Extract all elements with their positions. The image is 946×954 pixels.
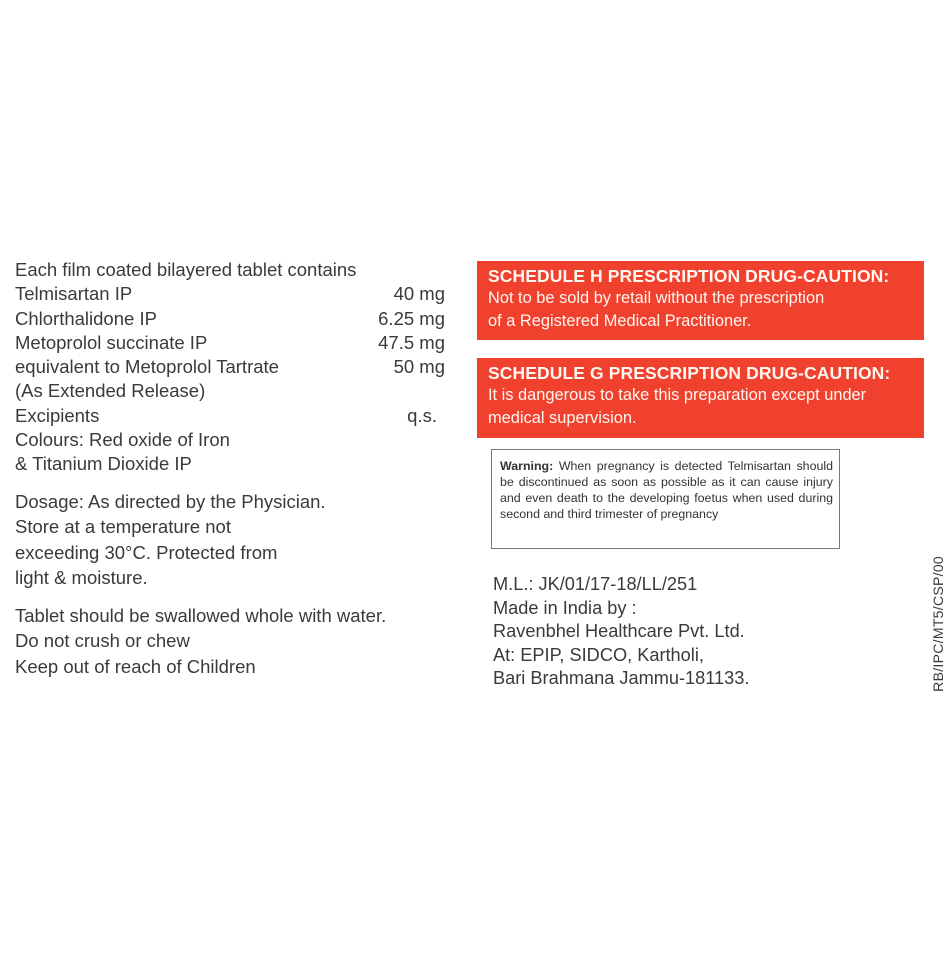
composition-heading: Each film coated bilayered tablet contains (15, 259, 357, 280)
colours-line-2: & Titanium Dioxide IP (15, 453, 192, 475)
ingredient-row (15, 282, 455, 306)
schedule-h-caution-box (477, 261, 924, 340)
schedule-h-heading: SCHEDULE H PRESCRIPTION DRUG-CAUTION: (488, 266, 890, 286)
warning-text: When pregnancy is detected Telmisartan should be discontinued as soon as possible as it can cause injury and even death to the developing foetus when used during second and third trimester of pregnancy (500, 459, 833, 521)
ingredient-amount: 47.5 mg (378, 331, 445, 353)
ingredient-row (15, 355, 455, 379)
side-print-code: RB/IPC/MT5/CSP/00 (930, 556, 946, 692)
schedule-h-line-1: Not to be sold by retail without the prescription (488, 289, 825, 307)
manufacturer-block (493, 573, 749, 691)
schedule-g-heading: SCHEDULE G PRESCRIPTION DRUG-CAUTION: (488, 363, 891, 383)
schedule-g-line-1: It is dangerous to take this preparation except under (488, 386, 867, 404)
excipients-name: Excipients (15, 404, 100, 426)
ingredient-row (15, 331, 455, 355)
ingredient-amount: 40 mg (393, 283, 445, 305)
colours-line-1: Colours: Red oxide of Iron (15, 429, 230, 451)
storage-line-2: exceeding 30°C. Protected from (15, 541, 278, 563)
composition-panel (15, 258, 455, 679)
excipients-amount: q.s. (407, 404, 437, 426)
pregnancy-warning-box (491, 449, 840, 549)
handling-line-3: Keep out of reach of Children (15, 655, 256, 677)
excipients-row (15, 404, 455, 428)
warning-label: Warning: (500, 459, 554, 473)
release-note: (As Extended Release) (15, 380, 206, 402)
handling-block (15, 603, 455, 680)
handling-line-2: Do not crush or chew (15, 630, 190, 652)
ingredient-name: Metoprolol succinate IP (15, 331, 208, 353)
ingredient-name: Chlorthalidone IP (15, 307, 157, 329)
handling-line-1: Tablet should be swallowed whole with water. (15, 604, 387, 626)
schedule-g-line-2: medical supervision. (488, 408, 637, 427)
ingredient-name: equivalent to Metoprolol Tartrate (15, 356, 279, 378)
schedule-g-caution-box (477, 358, 924, 438)
storage-block (15, 514, 455, 591)
schedule-h-line-2: of a Registered Medical Practitioner. (488, 311, 752, 330)
storage-line-1: Store at a temperature not (15, 516, 231, 538)
ingredient-row (15, 307, 455, 331)
made-in-text: Made in India by : (493, 597, 637, 618)
license-number: M.L.: JK/01/17-18/LL/251 (493, 574, 698, 594)
storage-line-3: light & moisture. (15, 567, 148, 589)
address-line-2: Bari Brahmana Jammu-181133. (493, 668, 750, 689)
ingredient-name: Telmisartan IP (15, 283, 133, 305)
address-line-1: At: EPIP, SIDCO, Kartholi, (493, 644, 704, 665)
dosage-text: Dosage: As directed by the Physician. (15, 490, 326, 512)
ingredient-amount: 6.25 mg (378, 307, 445, 329)
ingredient-amount: 50 mg (393, 356, 445, 378)
company-name: Ravenbhel Healthcare Pvt. Ltd. (493, 621, 745, 642)
